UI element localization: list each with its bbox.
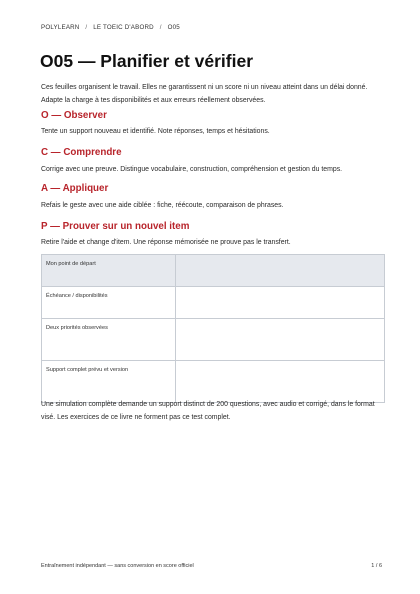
page-title: O05 — Planifier et vérifier [40,51,254,71]
section-text-comprendre: Corrige avec une preuve. Distingue vocabulaire, construction, compréhension et gestion du temps. [41,166,343,173]
section-text-appliquer: Refais le geste avec une aide ciblée : fiche, réécoute, comparaison de phrases. [41,202,284,209]
breadcrumb-item-sheet: O05 [167,24,180,31]
section-heading-appliquer: A — Appliquer [41,183,109,194]
full-test-field[interactable] [176,361,385,403]
breadcrumb-item-book: LE TOEIC D'ABORD [93,24,154,31]
row-label-starting-point: Mon point de départ [42,255,176,287]
table-row [42,287,385,319]
row-label-priorities: Deux priorités observées [42,319,176,361]
section-heading-comprendre: C — Comprendre [41,147,122,158]
breadcrumb-separator: / [85,24,88,31]
section-text-observer: Tente un support nouveau et identifié. Note réponses, temps et hésitations. [41,128,270,135]
priorities-field[interactable] [176,319,385,361]
table-row [42,255,385,287]
closing-paragraph: Une simulation complète demande un support distinct de 200 questions, avec audio et corrigé, dans le format visé. Les exercices de ce livre ne forment pas ce test complet. [41,401,375,421]
starting-point-field[interactable] [176,255,385,287]
breadcrumb-item-publisher: POLYLEARN [41,24,80,31]
breadcrumb-separator: / [159,24,162,31]
table-row [42,319,385,361]
page-number: 1 / 6 [371,563,382,569]
breadcrumb [41,24,180,31]
planning-table [41,254,385,403]
section-heading-prouver: P — Prouver sur un nouvel item [41,221,190,232]
row-label-full-test: Support complet prévu et version [42,361,176,403]
section-heading-observer: O — Observer [41,110,107,121]
table-row [42,361,385,403]
footer-note: Entraînement indépendant — sans conversion en score officiel [41,563,194,569]
section-text-prouver: Retire l'aide et change d'item. Une réponse mémorisée ne prouve pas le transfert. [41,239,291,246]
deadline-field[interactable] [176,287,385,319]
row-label-deadline: Échéance / disponibilités [42,287,176,319]
intro-paragraph: Ces feuilles organisent le travail. Elles ne garantissent ni un score ni un niveau atteint dans un délai donné. Adapte la charge à tes disponibilités et aux erreurs réellement observées. [41,84,368,104]
